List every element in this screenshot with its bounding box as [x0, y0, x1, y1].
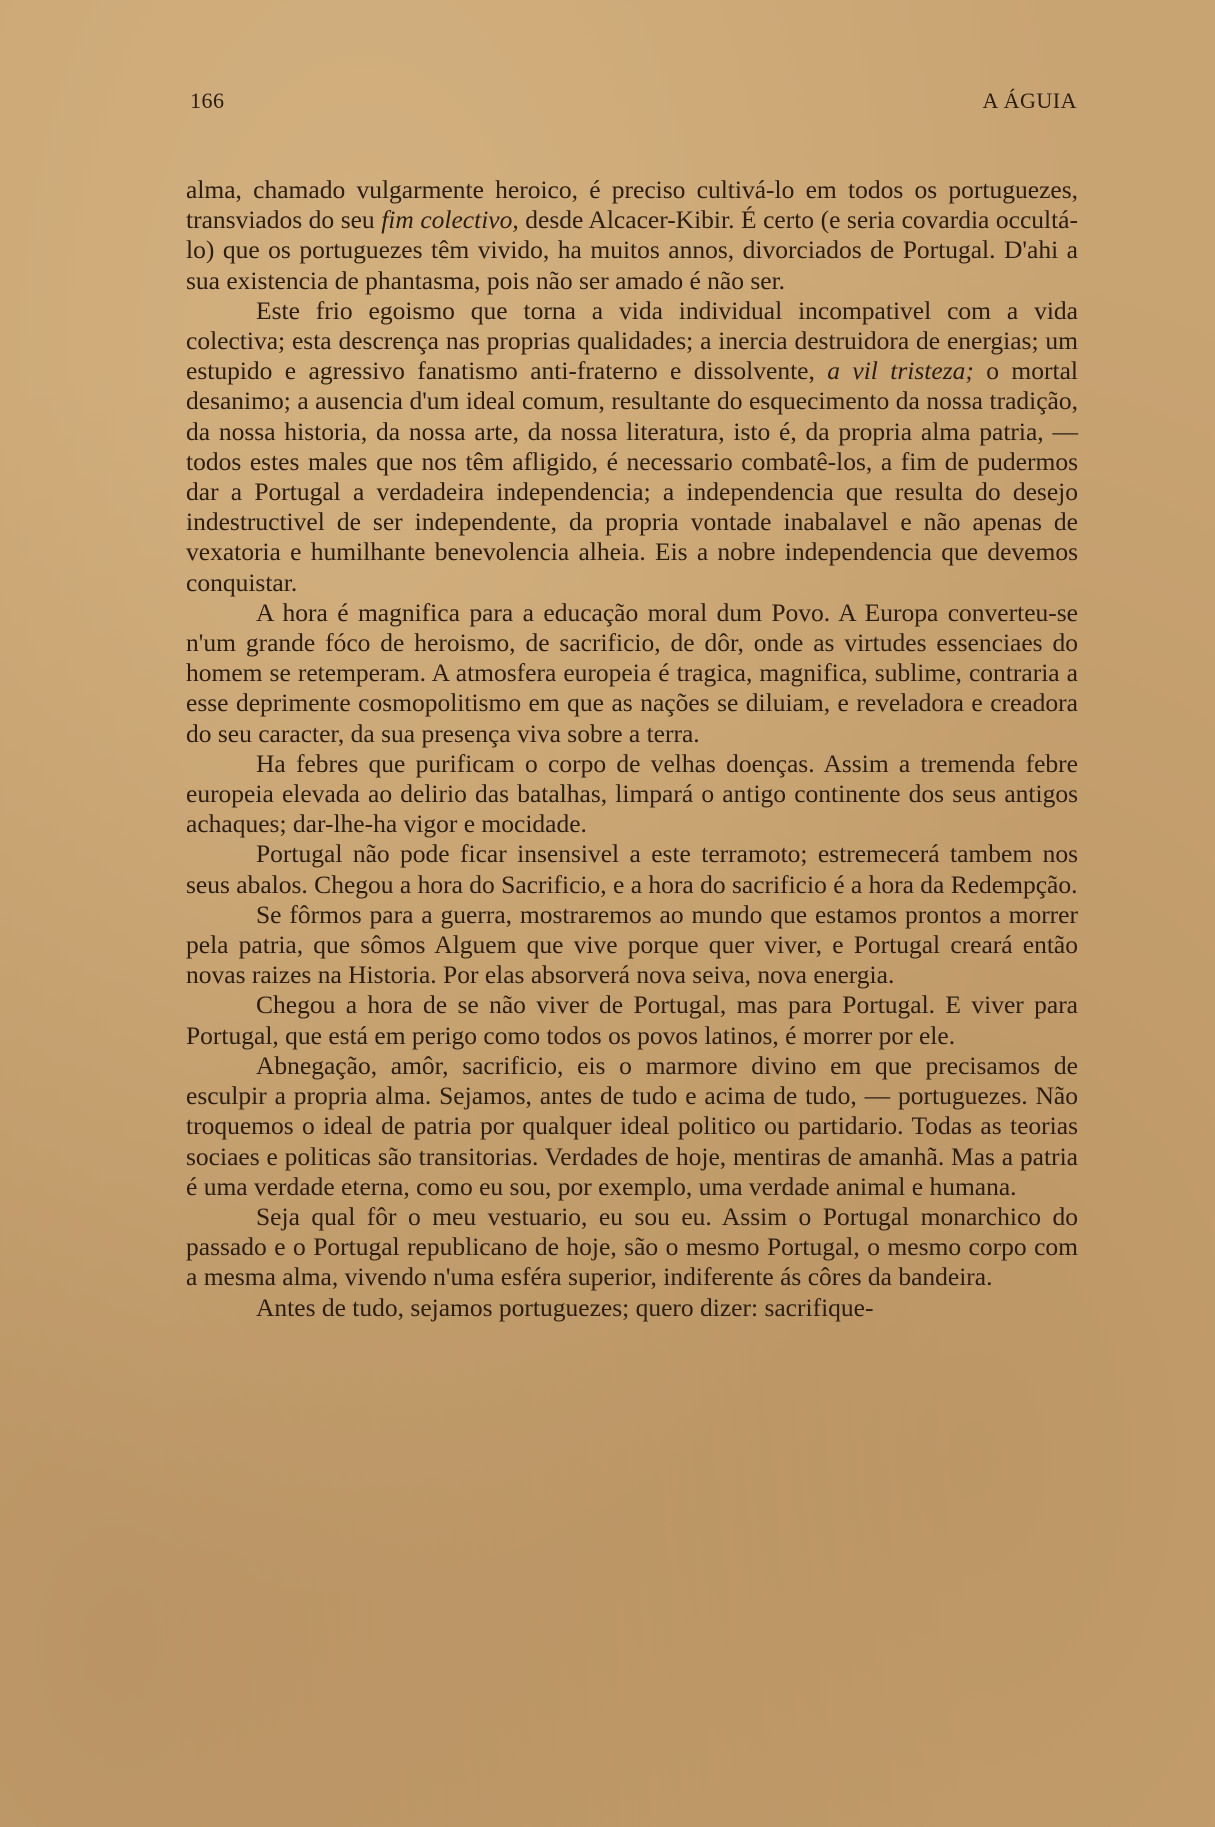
text-segment: Chegou a hora de se não viver de Portugal, mas para Portugal. E viver para Portugal, que está em perigo como todos os povos latinos, é morrer por ele.: [186, 990, 1078, 1050]
text-segment: Ha febres que purificam o corpo de velhas doenças. Assim a tremenda febre europeia elevada ao delirio das batalhas, limpará o antigo continente dos seus antigos achaques; dar-lhe-ha vigor e mocidade.: [186, 748, 1078, 839]
text-segment: Portugal não pode ficar insensivel a este terramoto; estremecerá tambem nos seus abalos. Chegou a hora do Sacrificio, e a hora do sacrificio é a hora da Redempção.: [186, 839, 1078, 899]
paragraph: [186, 598, 1078, 749]
text-segment: Se fôrmos para a guerra, mostraremos ao mundo que estamos prontos a morrer pela patria, que sômos Alguem que vive porque quer viver, e Portugal creará então novas raizes na Historia. Por elas absorverá nova seiva, nova energia.: [186, 899, 1078, 990]
paragraph: [186, 296, 1078, 598]
paragraph: [186, 1293, 1078, 1323]
page-body-text: [186, 175, 1078, 1323]
paragraph: [186, 749, 1078, 840]
page-number: 166: [190, 88, 225, 113]
running-header: [190, 88, 1077, 118]
text-segment: Seja qual fôr o meu vestuario, eu sou eu. Assim o Portugal monarchico do passado e o Portugal republicano de hoje, são o mesmo Portugal, o mesmo corpo com a mesma alma, vivendo n'uma esféra superior, indiferente ás côres da bandeira.: [186, 1201, 1078, 1292]
paragraph: [186, 175, 1078, 296]
paragraph: [186, 1202, 1078, 1293]
paragraph: [186, 1051, 1078, 1202]
journal-title: A ÁGUIA: [982, 88, 1077, 113]
text-segment: alma, chamado vulgarmente heroico, é preciso cultivá-lo em todos os portuguezes, transviados do seu: [186, 175, 1078, 235]
paragraph: [186, 900, 1078, 991]
text-segment: Abnegação, amôr, sacrificio, eis o marmore divino em que precisamos de esculpir a propria alma. Sejamos, antes de tudo e acima de tudo, — portuguezes. Não troquemos o ideal de patria por qualquer ideal politico ou partidario. Todas as teorias sociaes e politicas são transitorias. Verdades de hoje, mentiras de amanhã. Mas a patria é uma verdade eterna, como eu sou, por exemplo, uma verdade animal e humana.: [186, 1050, 1078, 1201]
text-segment: A hora é magnifica para a educação moral dum Povo. A Europa converteu-se n'um grande fóco de heroismo, de sacrificio, de dôr, onde as virtudes essenciaes do homem se retemperam. A atmosfera europeia é tragica, magnifica, sublime, contraria a esse deprimente cosmopolitismo em que as nações se diluiam, e reveladora e creadora do seu caracter, da sua presença viva sobre a terra.: [186, 597, 1078, 748]
text-segment: o mortal desanimo; a ausencia d'um ideal comum, resultante do esquecimento da nossa tradição, da nossa historia, da nossa arte, da nossa literatura, isto é, da propria alma patria, — todos estes males que nos têm afligido, é necessario combatê-los, a fim de pudermos dar a Portugal a verdadeira independencia; a independencia que resulta do desejo indestructivel de ser independente, da propria vontade inabalavel e não apenas de vexatoria e humilhante benevolencia alheia. Eis a nobre independencia que devemos conquistar.: [186, 356, 1078, 597]
text-segment: Antes de tudo, sejamos portuguezes; quero dizer: sacrifique-: [256, 1292, 874, 1322]
text-segment: desde Alcacer-Kibir. É certo (e seria covardia occultá-lo) que os portuguezes têm vivido, ha muitos annos, divorciados de Portugal. D'ahi a sua existencia de phantasma, pois não ser amado é não ser.: [186, 205, 1078, 295]
italic-text-segment: fim colectivo,: [381, 205, 519, 235]
text-segment: Este frio egoismo que torna a vida individual incompativel com a vida colectiva; esta descrença nas proprias qualidades; a inercia destruidora de energias; um estupido e agressivo fanatismo anti-fraterno e dissolvente,: [186, 295, 1078, 386]
italic-text-segment: a vil tristeza;: [827, 356, 974, 386]
paragraph: [186, 839, 1078, 899]
paragraph: [186, 990, 1078, 1050]
